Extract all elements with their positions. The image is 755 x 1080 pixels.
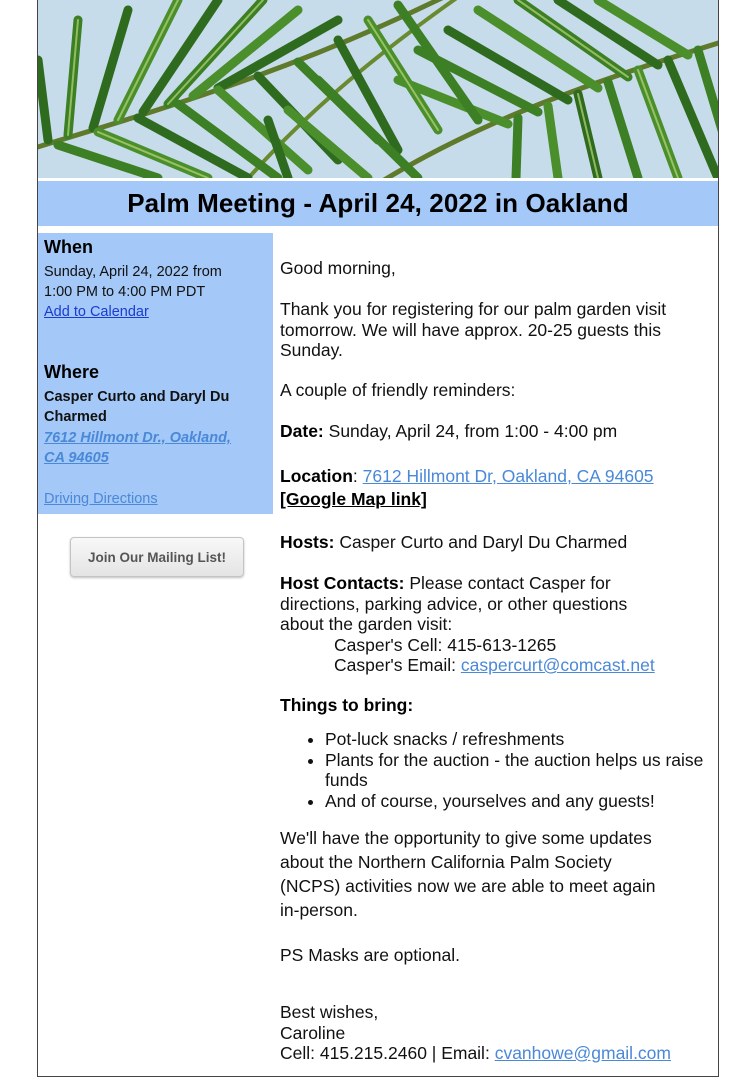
thanks-line-2: tomorrow. We will have approx. 20-25 guests this <box>280 319 661 340</box>
updates-line-4: in-person. <box>280 900 358 920</box>
palm-fronds-banner-image <box>38 0 718 178</box>
page-title: Palm Meeting - April 24, 2022 in Oakland <box>127 188 629 218</box>
updates-line-2: about the Northern California Palm Society <box>280 852 612 872</box>
address-link[interactable]: 7612 Hillmont Dr., Oakland, <box>44 430 231 446</box>
updates-line-3: (NCPS) activities now we are able to meet again <box>280 876 656 896</box>
hosts-value: Casper Curto and Daryl Du Charmed <box>339 532 628 552</box>
thanks-line-3: Sunday. <box>280 340 343 360</box>
where-host-names-cont: Charmed <box>44 409 107 425</box>
reminders-intro: A couple of friendly reminders: <box>280 380 516 400</box>
casper-email-label: Casper's Email: <box>334 655 456 675</box>
bring-heading-text: Things to bring: <box>280 695 414 715</box>
add-to-calendar-link[interactable]: Add to Calendar <box>44 304 149 320</box>
thanks-line-1: Thank you for registering for our palm garden visit <box>280 299 667 319</box>
updates-line-1: We'll have the opportunity to give some updates <box>280 828 652 848</box>
footer-email-link[interactable]: cvanhowe@gmail.com <box>494 1043 671 1063</box>
things-to-bring-heading <box>280 695 712 716</box>
contacts-line-1: Please contact Casper for <box>409 573 611 593</box>
event-details-panel <box>38 233 273 514</box>
address-link-cont[interactable]: CA 94605 <box>44 450 109 466</box>
join-mailing-list-button[interactable]: Join Our Mailing List! <box>70 537 244 577</box>
when-heading: When <box>44 237 93 257</box>
location-address-link[interactable]: 7612 Hillmont Dr, Oakland, CA 94605 <box>362 466 654 486</box>
footer-contact: Cell: 415.215.2460 | Email: <box>280 1043 490 1063</box>
driving-directions-link[interactable]: Driving Directions <box>44 491 158 507</box>
google-map-link[interactable]: [Google Map link] <box>280 489 427 509</box>
list-item: • And of course, yourselves and any guests! <box>325 791 705 812</box>
greeting: Good morning, <box>280 258 396 278</box>
host-contacts-paragraph <box>280 573 712 676</box>
location-label: Location <box>280 466 353 486</box>
contacts-line-2: directions, parking advice, or other questions <box>280 593 628 614</box>
date-line <box>280 421 712 442</box>
list-item: • Pot-luck snacks / refreshments <box>325 729 705 750</box>
thanks-paragraph <box>280 299 712 361</box>
contacts-line-3: about the garden visit: <box>280 614 453 634</box>
updates-paragraph <box>280 826 712 922</box>
closing: Best wishes, <box>280 1002 379 1022</box>
location-line <box>280 466 712 487</box>
host-contacts-label: Host Contacts: <box>280 573 405 593</box>
casper-cell: Casper's Cell: 415-613-1265 <box>334 634 557 655</box>
hosts-label: Hosts: <box>280 532 335 552</box>
email-frame <box>37 0 719 1077</box>
where-heading: Where <box>44 362 100 382</box>
where-host-names: Casper Curto and Daryl Du <box>44 389 230 405</box>
location-colon: : <box>352 466 358 486</box>
when-time: 1:00 PM to 4:00 PM PDT <box>44 284 206 300</box>
things-to-bring-list <box>280 729 705 811</box>
list-item: • Plants for the auction - the auction helps us raise funds <box>325 750 705 791</box>
ps-note: PS Masks are optional. <box>280 945 460 965</box>
hosts-line <box>280 532 712 553</box>
when-date: Sunday, April 24, 2022 from <box>44 264 222 280</box>
title-bar <box>38 181 718 226</box>
casper-email-link[interactable]: caspercurt@comcast.net <box>460 655 655 675</box>
sign-off <box>280 1002 712 1064</box>
date-value: Sunday, April 24, from 1:00 - 4:00 pm <box>328 421 618 441</box>
date-label: Date: <box>280 421 324 441</box>
map-link-line <box>280 489 712 510</box>
signature-name: Caroline <box>280 1022 346 1043</box>
